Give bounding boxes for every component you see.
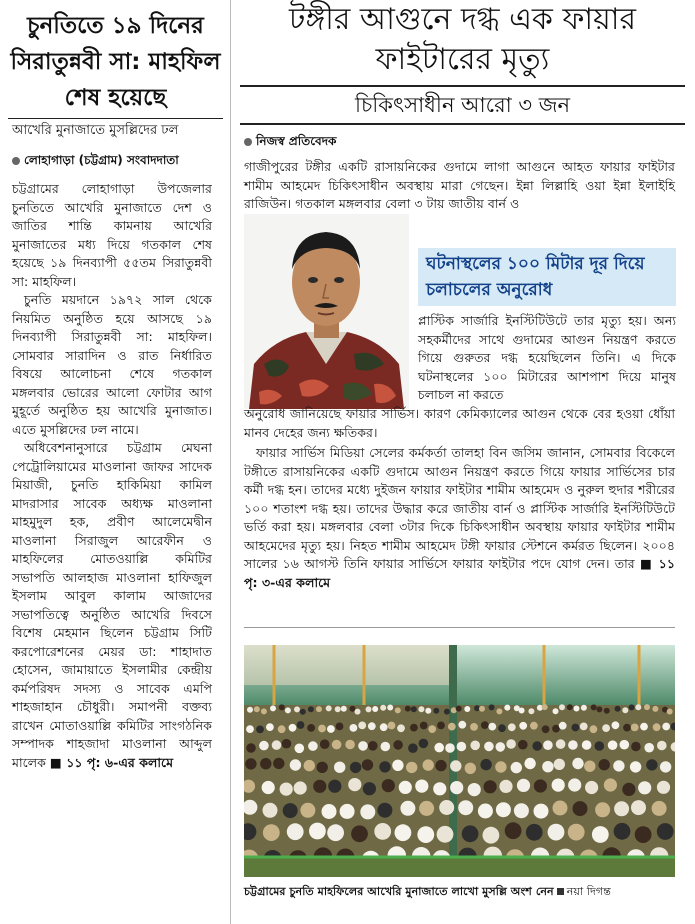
crowd-head [484, 780, 497, 793]
left-article-body [12, 180, 212, 772]
crowd-head [613, 760, 624, 771]
crowd-head [340, 804, 355, 819]
crowd-head [270, 705, 276, 711]
crowd-head [514, 803, 529, 818]
crowd-head [355, 709, 361, 715]
section-rule [244, 627, 675, 628]
column-divider [230, 0, 231, 924]
crowd-head [604, 708, 610, 714]
crowd-head [652, 801, 667, 816]
crowd-head [505, 822, 522, 839]
crowd-head [362, 759, 373, 770]
crowd-head [393, 740, 403, 750]
crowd-head [534, 804, 549, 819]
crowd-head [635, 704, 641, 710]
crowd-head [508, 723, 516, 731]
crowd-head [417, 826, 434, 843]
crowd-head [496, 802, 511, 817]
crowd-head [595, 741, 605, 751]
crowd-head [372, 706, 378, 712]
crowd-head [335, 706, 341, 712]
crowd-head [498, 724, 506, 732]
crowd-head [334, 762, 345, 773]
crowd-head [511, 762, 522, 773]
crowd-head [556, 739, 566, 749]
left-paragraph [12, 439, 212, 772]
crowd-head [631, 742, 641, 752]
crowd-head [290, 759, 301, 770]
crowd-head [478, 804, 493, 819]
crowd-head [381, 742, 391, 752]
crowd-head [246, 725, 254, 733]
crowd-head [428, 725, 436, 733]
crowd-head [300, 803, 315, 818]
left-byline-text: লোহাগাড়া (চট্টগ্রাম) সংবাদদাতা [24, 153, 179, 167]
crowd-head [496, 742, 506, 752]
crowd-head [567, 704, 573, 710]
crowd-head [635, 826, 652, 843]
crowd-head [528, 708, 534, 714]
crowd-head [425, 708, 431, 714]
crowd-head [620, 740, 630, 750]
crowd-head [294, 706, 300, 712]
crowd-head [309, 823, 326, 840]
crowd-head [377, 803, 392, 818]
crowd-head [448, 723, 456, 731]
crowd-head [622, 783, 635, 796]
crowd-head [433, 708, 439, 714]
crowd-head [489, 704, 495, 710]
firefighter-portrait-photo [244, 214, 409, 409]
crowd-head [534, 779, 547, 792]
crowd-head [481, 721, 489, 729]
crowd-head [260, 758, 271, 769]
right-continued-link[interactable]: ■ ১১ পৃ: ৩-এর কলামে [244, 556, 675, 590]
crowd-head [572, 758, 583, 769]
crowd-head [336, 723, 344, 731]
crowd-head [405, 706, 411, 712]
crowd-head [581, 705, 587, 711]
crowd-head [526, 824, 543, 841]
crowd-head [604, 778, 617, 791]
left-headline-rule [8, 118, 223, 119]
crowd-head [595, 802, 610, 817]
crowd-head [614, 801, 629, 816]
crowd-head [256, 726, 264, 734]
crowd-head [259, 741, 269, 751]
right-byline [244, 133, 336, 153]
crowd-head [444, 709, 450, 715]
crowd-head [646, 759, 657, 770]
right-paragraph: গাজীপুরের টঙ্গীর একটি রাসায়নিকের গুদামে লাগা আগুনে আহত ফায়ার ফাইটার শামীম আহমেদ চিকিৎসাধীন অবস্থায় মারা গেছেন। ইন্না লিল্লাহি ওয়া ইন্না ইলাইহি রাজিউন। গতকাল মঙ্গলবার বেলা ৩ টায় জাতীয় বার্ন ও [244, 159, 675, 211]
right-article-body [244, 405, 675, 592]
right-paragraph: অনুরোধ জানিয়েছে ফায়ার সার্ভিস। কারণ কেমিক্যালের আগুন থেকে বের হওয়া ধোঁয়া মানব দেহের জন্য ক্ষতিকর। [244, 406, 675, 440]
crowd-head [388, 722, 396, 730]
mahfil-crowd-photo [244, 645, 675, 877]
crowd-head [368, 722, 376, 730]
crowd-head [519, 722, 527, 730]
crowd-head [631, 724, 639, 732]
crowd-head [572, 724, 580, 732]
crowd-head [285, 707, 291, 713]
crowd-head [399, 781, 412, 794]
crowd-head [328, 780, 341, 793]
crowd-head [313, 780, 326, 793]
crowd-head [320, 739, 330, 749]
crowd-head [308, 741, 318, 751]
crowd-head [524, 758, 535, 769]
main-headline: টঙ্গীর আগুনে দগ্ধ এক ফায়ার ফাইটারের মৃত্যু [289, 2, 636, 77]
crowd-head [245, 758, 256, 769]
crowd-head [660, 761, 671, 772]
crowd-head [465, 763, 476, 774]
crowd-head [332, 740, 342, 750]
left-paragraph: চট্টগ্রামের লোহাগাড়া উপজেলার চুনতিতে আখেরি মুনাজাতে দেশ ও জাতির শান্তি কামনায় আখেরি মুনাজাতের মধ্য দিয়ে গতকাল শেষ হয়েছে ১৯ দিনব্যাপী ৫৫তম সিরাতুন্নবী সা: মাহফিল। [12, 181, 212, 289]
crowd-head [584, 761, 595, 772]
crowd-head [266, 723, 274, 731]
crowd-head [590, 725, 598, 733]
crowd-head [504, 705, 510, 711]
crowd-head [574, 706, 580, 712]
crowd-head [652, 706, 658, 712]
right-byline-text: নিজস্ব প্রতিবেদক [256, 134, 337, 148]
right-paragraph-mid: প্লাস্টিক সার্জারি ইনস্টিটিউটে তার মৃত্যু হয়। অন্য সহকর্মীদের সাথে গুদামের আগুন নিয়ন্ত্রণ করতে গিয়ে গুরুতর দগ্ধ হয়েছিলেন তিনি। এ দিকে ঘটনাস্থলের ১০০ মিটারের আশপাশ দিয়ে মানুষ চলাচল না করতে [418, 313, 676, 402]
crowd-head [308, 706, 314, 712]
crowd-head [279, 704, 285, 710]
crowd-head [559, 704, 565, 710]
crowd-head [423, 759, 434, 770]
crowd-head [246, 743, 256, 753]
crowd-head [582, 740, 592, 750]
bullet-icon [12, 157, 20, 165]
crowd-head [411, 706, 417, 712]
crowd-head [366, 706, 372, 712]
crowd-head [395, 707, 401, 713]
crowd-head [568, 778, 581, 791]
crowd-head [380, 723, 388, 731]
crowd-head [542, 761, 553, 772]
crowd-head [263, 803, 278, 818]
crowd-head [518, 740, 528, 750]
crowd-head [553, 801, 568, 816]
crowd-head [283, 803, 298, 818]
crowd-head [358, 741, 368, 751]
crowd-head [295, 744, 305, 754]
crowd-head [406, 762, 417, 773]
crowd-head [470, 741, 480, 751]
crowd-head [630, 761, 641, 772]
crowd-head [445, 743, 455, 753]
crowd-head [379, 761, 390, 772]
crowd-head [644, 704, 650, 710]
crowd-head [435, 760, 446, 771]
crowd-head [419, 801, 434, 816]
crowd-head [599, 759, 610, 770]
crowd-head [262, 781, 275, 794]
crowd-head [602, 724, 610, 732]
crowd-head [348, 778, 361, 791]
left-byline [12, 152, 227, 169]
left-continued-link[interactable]: ■ ১১ পৃ: ৬-এর কলামে [49, 754, 174, 770]
crowd-head [297, 721, 305, 729]
crowd-head [608, 740, 618, 750]
crowd-head [350, 762, 361, 773]
crowd-head [468, 783, 481, 796]
crowd-head [573, 801, 588, 816]
crowd-head [300, 709, 306, 715]
crowd-head [420, 722, 428, 730]
crowd-head [272, 740, 282, 750]
crowd-head [640, 723, 648, 731]
crowd-head [261, 708, 267, 714]
left-paragraph-text: অধিবেশনানুসারে চট্টগ্রাম মেঘনা পেট্রোলিয়ামের মাওলানা জাফর সাদেক মিয়াজী, চুনতি হাকিমিয়া কামিল মাদরাসার সাবেক অধ্যক্ষ মাওলানা মাহমুদুল হক, প্রবীণ আলেমেদ্বীন মাওলানা সিরাজুল আরেফীন ও মাহফিলের মোতওয়াল্লি কমিটির সভাপতি আলহাজ মাওলানা হাফিজুল ইসলাম আবুল কালাম আজাদের সভাপতিত্বে অনুষ্ঠিত আখেরি দিবসে বিশেষ মেহমান ছিলেন চট্টগ্রাম সিটি করপোরেশনের মেয়র ডা: শাহাদাত হোসেন, জামায়াতে ইসলামীর কেন্দ্রীয় কর্মপরিষদ সদস্য ও সাবেক এমপি শাহজাহান চৌধুরী। সমাপনী বক্তব্য রাখেন মোতাওয়াল্লি কমিটির সাংগঠনিক সম্পাদক শাহজাদা মাওলানা আব্দুল মালেক [12, 440, 212, 770]
crowd-head [304, 760, 315, 771]
crowd-head [395, 824, 412, 841]
crowd-head [499, 780, 512, 793]
crowd-head [612, 721, 620, 729]
crowd-head [548, 824, 565, 841]
crowd-head [368, 741, 378, 751]
photo-credit: নয়া দিগন্ত [566, 885, 611, 898]
crowd-head [552, 779, 565, 792]
crowd-head [289, 724, 297, 732]
crowd-head [318, 725, 326, 733]
main-subheadline: চিকিৎসাধীন আরো ৩ জন [240, 89, 685, 125]
crowd-head [287, 823, 304, 840]
crowd-head [532, 741, 542, 751]
crowd-head [543, 740, 553, 750]
crowd-head [488, 723, 496, 731]
crowd-head [350, 724, 358, 732]
crowd-head [559, 722, 567, 730]
crowd-head [363, 782, 376, 795]
crowd-head [517, 779, 530, 792]
crowd-head [316, 706, 322, 712]
crowd-head [480, 759, 491, 770]
crowd-head [580, 723, 588, 731]
crowd-head [437, 826, 454, 843]
crowd-head [623, 724, 631, 732]
crowd-head [644, 743, 654, 753]
crowd-head [437, 722, 445, 730]
crowd-head [254, 706, 260, 712]
crowd-head [462, 825, 479, 842]
crowd-head [552, 725, 560, 733]
crowd-head [631, 800, 646, 815]
crowd-head [596, 706, 602, 712]
crowd-head [341, 706, 347, 712]
crowd-head [530, 722, 538, 730]
right-paragraph-top [244, 158, 675, 214]
crowd-head [434, 743, 444, 753]
crowd-head [392, 760, 403, 771]
crowd-head [458, 800, 473, 815]
crowd-head [387, 705, 393, 711]
crowd-head [519, 708, 525, 714]
crowd-head [450, 781, 463, 794]
crowd-head [278, 725, 286, 733]
left-headline: চুনতিতে ১৯ দিনের সিরাতুন্নবী সা: মাহফিল শেষ হয়েছে [10, 13, 221, 111]
crowd-head [327, 725, 335, 733]
caption-text: চট্টগ্রামের চুনতি মাহফিলের আখেরি মুনাজাতে লাখো মুসল্লি অংশ নেন [244, 885, 554, 898]
crowd-head [282, 739, 292, 749]
crowd-head [374, 823, 391, 840]
callout-box: ঘটনাস্থলের ১০০ মিটার দূর দিয়ে চলাচলের অনুরোধ [418, 248, 676, 306]
crowd-head [542, 704, 548, 710]
crowd-head [667, 709, 673, 715]
crowd-head [247, 707, 253, 713]
crowd-head [410, 724, 418, 732]
crowd-head [263, 824, 280, 841]
crowd-head [553, 708, 559, 714]
crowd-head [382, 779, 395, 792]
crowd-head [439, 800, 454, 815]
crowd-head [470, 723, 478, 731]
crowd-head [483, 827, 500, 844]
crowd-head [653, 723, 661, 731]
crowd-head [542, 725, 550, 733]
crowd-head [419, 739, 429, 749]
bullet-icon [244, 138, 252, 146]
crowd-head [479, 706, 485, 712]
crowd-head [568, 824, 585, 841]
crowd-head [657, 781, 670, 794]
crowd-head [496, 708, 502, 714]
crowd-head [450, 760, 461, 771]
headline-rule [240, 85, 685, 87]
crowd-head [591, 704, 597, 710]
crowd-head [307, 724, 315, 732]
crowd-head [380, 705, 386, 711]
crowd-head [614, 823, 631, 840]
crowd-head [327, 824, 344, 841]
crowd-head [585, 781, 598, 794]
crowd-head [458, 721, 466, 729]
crowd-head [345, 740, 355, 750]
crowd-head [629, 704, 635, 710]
crowd-illustration [244, 645, 675, 877]
crowd-head [506, 739, 516, 749]
crowd-head [464, 706, 470, 712]
right-paragraph [244, 444, 675, 592]
crowd-head [495, 761, 506, 772]
crowd-head [456, 706, 462, 712]
crowd-head [638, 781, 651, 794]
crowd-head [360, 804, 375, 819]
crowd-head [484, 742, 494, 752]
right-paragraph-text: ফায়ার সার্ভিস মিডিয়া সেলের কর্মকর্তা তালহা বিন জসিম জানান, সোমবার বিকেলে টঙ্গীতে রাসায়নিকের একটি গুদামে আগুন নিয়ন্ত্রণ করতে গিয়ে ফায়ার সার্ভিসের চার কর্মী দগ্ধ হন। তাদের মধ্যে দুইজন ফায়ার ফাইটার শামীম আহমেদ ও নুরুল হুদার শরীরের ১০০ শতাংশ দগ্ধ হয়। তাদের উদ্ধার করে জাতীয় বার্ন ও প্লাস্টিক সার্জারি ইনস্টিটিউটে ভর্তি করা হয়। মঙ্গলবার বেলা ৩টার দিকে চিকিৎসাধীন অবস্থায় ফায়ার ফাইটার শামীম আহমেদের মৃত্যু হয়। নিহত শামীম আহমেদ টঙ্গী ফায়ার স্টেশনে কর্মরত ছিলেন। ২০০৪ সালের ১৬ আগস্ট তিনি ফায়ার সার্ভিসে ফায়ার ফাইটার পদে যোগ দেন। তার [244, 445, 675, 571]
crowd-head [280, 783, 293, 796]
photo-caption [244, 884, 684, 900]
crowd-head [554, 759, 565, 770]
crowd-head [418, 706, 424, 712]
square-bullet-icon [557, 888, 564, 895]
portrait-illustration [244, 214, 409, 409]
crowd-head [294, 781, 307, 794]
crowd-head [657, 823, 674, 840]
crowd-head [317, 762, 328, 773]
crowd-head [358, 722, 366, 730]
crowd-head [433, 782, 446, 795]
crowd-head [457, 742, 467, 752]
left-paragraph: চুনতি ময়দানে ১৯৭২ সাল থেকে নিয়মিত অনুষ্ঠিত হয়ে আসছে ১৯ দিনব্যাপী সিরাতুন্নবী সা: মাহফিল। সোমবার সারাদিন ও রাত নির্ধারিত বিষয়ে আলোচনা শেষে গতকাল মঙ্গলবার ভোরের আলো ফোটার আগ মুহূর্তে অনুষ্ঠিত হয় আখেরি মুনাজাত। এতে মুসল্লিদের ঢল নামে। [12, 292, 212, 437]
crowd-head [615, 706, 621, 712]
crowd-head [622, 707, 628, 713]
crowd-head [662, 723, 670, 731]
crowd-head [657, 741, 667, 751]
crowd-head [408, 743, 418, 753]
crowd-head [322, 804, 337, 819]
crowd-head [568, 740, 578, 750]
crowd-head [351, 825, 368, 842]
left-subheadline: আখেরি মুনাজাতে মুসল্লিদের ঢল [12, 123, 179, 138]
crowd-head [415, 780, 428, 793]
crowd-head [592, 826, 609, 843]
crowd-head [326, 705, 332, 711]
crowd-head [400, 801, 415, 816]
crowd-head [273, 758, 284, 769]
crowd-head [397, 724, 405, 732]
